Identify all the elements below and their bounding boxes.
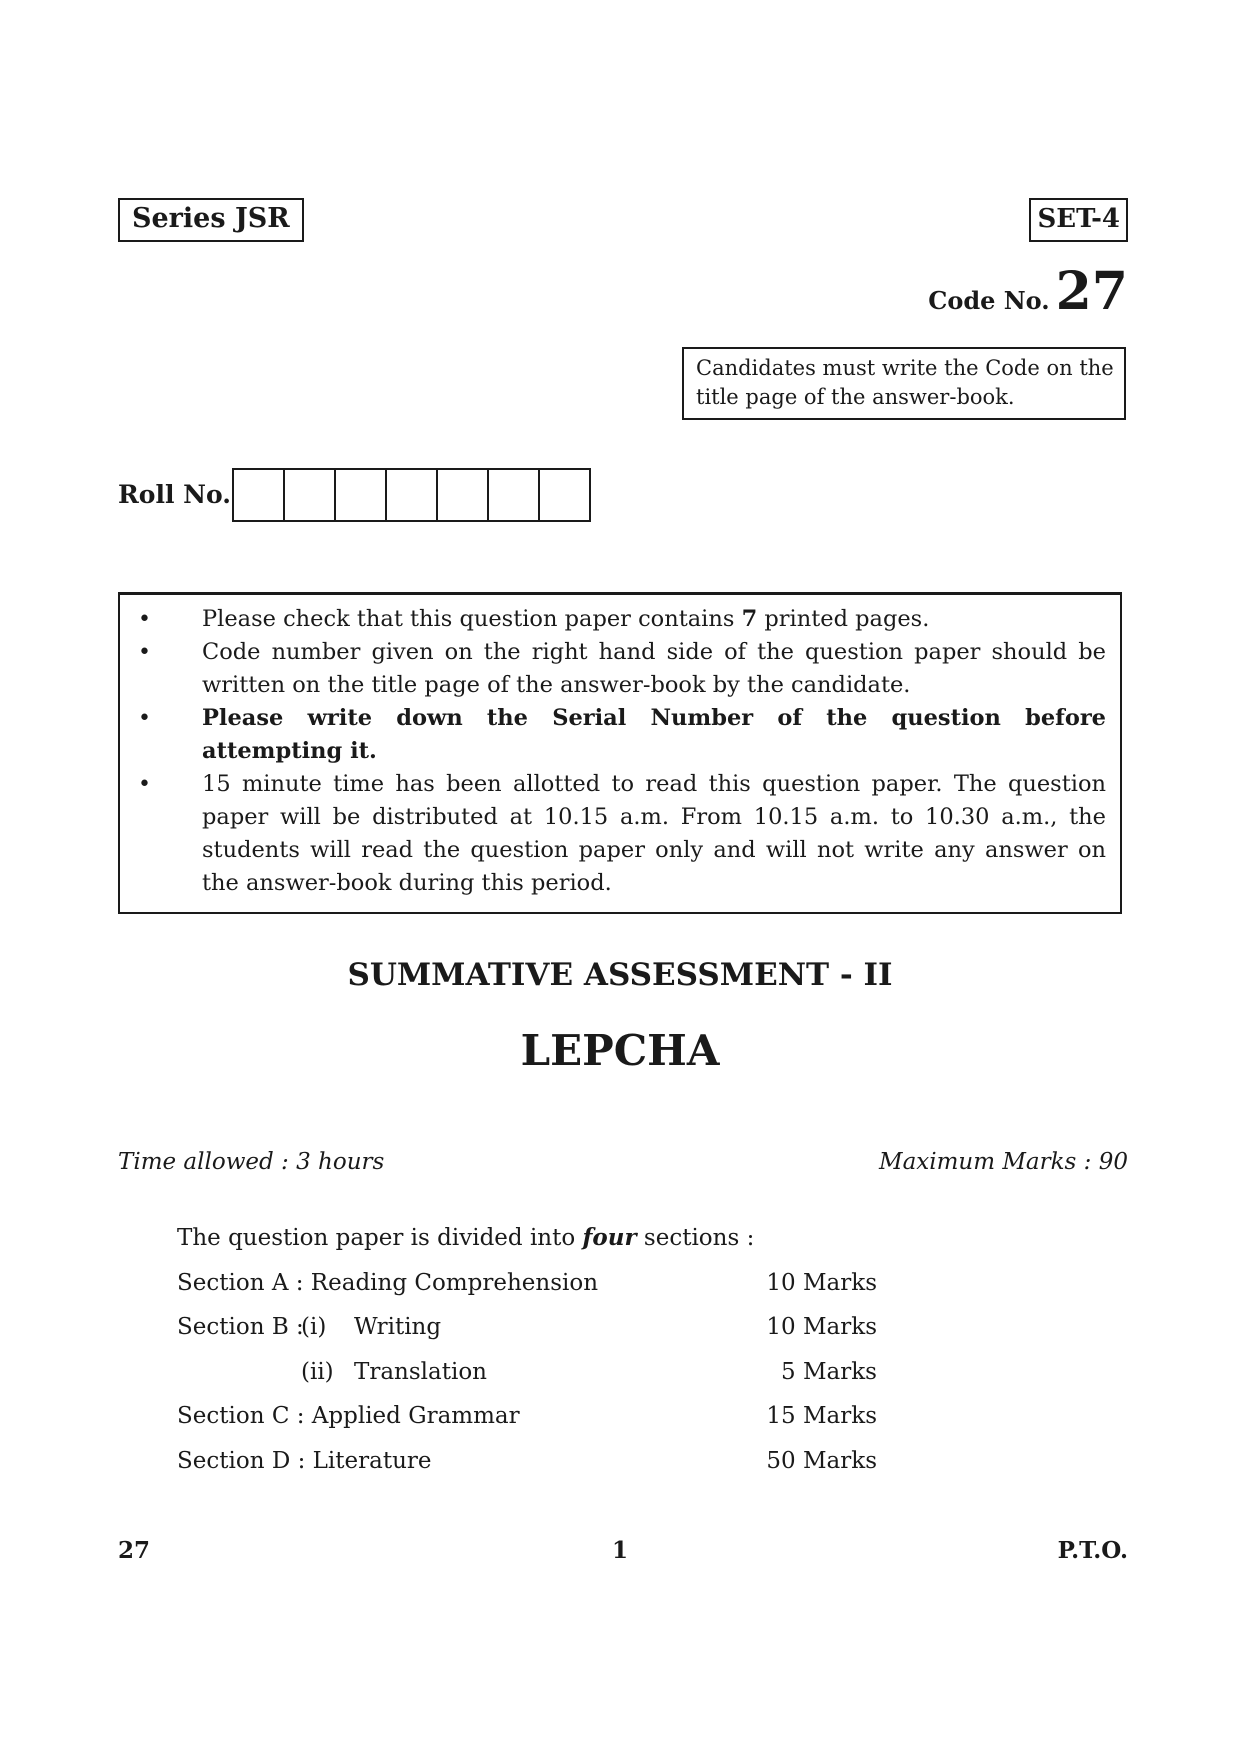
instructions-box xyxy=(118,592,1122,914)
instruction-text-part: 15 minute time has been allotted to read this question paper. The question paper will be distributed at 10.15 a.m. From 10.15 a.m. to 10.30 a.m., the students will read the question paper only and will not write any answer on the answer-book during this period. xyxy=(202,771,1106,896)
bullet-icon: • xyxy=(138,706,151,731)
please-turn-over: P.T.O. xyxy=(1057,1537,1128,1564)
instruction-text xyxy=(202,702,1106,768)
set-label: SET-4 xyxy=(1029,198,1128,242)
roll-number-cell[interactable] xyxy=(387,470,438,520)
instructions-list xyxy=(130,603,1106,900)
bullet-icon: • xyxy=(138,607,151,632)
instruction-item xyxy=(130,702,1106,768)
section-marks: 10 Marks xyxy=(766,1314,877,1340)
section-row xyxy=(177,1439,877,1484)
section-label: Section A : Reading Comprehension xyxy=(177,1269,599,1296)
section-rows xyxy=(177,1261,877,1484)
code-number-row xyxy=(928,262,1128,322)
section-row xyxy=(177,1350,877,1395)
page-number: 1 xyxy=(611,1537,628,1564)
roll-number-cell[interactable] xyxy=(285,470,336,520)
time-allowed: Time allowed : 3 hours xyxy=(118,1149,385,1175)
section-label: Section C : Applied Grammar xyxy=(177,1403,520,1429)
section-row xyxy=(177,1261,877,1306)
section-row xyxy=(177,1394,877,1439)
instruction-text-part: 7 xyxy=(741,606,758,632)
instruction-item xyxy=(130,603,1106,636)
instruction-text-part: Code number given on the right hand side of the question paper should be written on the title page of the answer-book by the candidate. xyxy=(202,639,1106,698)
series-label: Series JSR xyxy=(118,198,304,242)
bullet-icon: • xyxy=(138,640,151,665)
instruction-item xyxy=(130,636,1106,702)
roll-number-cell[interactable] xyxy=(336,470,387,520)
instruction-text xyxy=(202,768,1106,900)
instruction-item xyxy=(130,768,1106,900)
section-subtitle: Writing xyxy=(354,1314,442,1340)
section-subpart: (i) xyxy=(301,1314,327,1340)
section-marks: 15 Marks xyxy=(766,1403,877,1429)
subject-title: LEPCHA xyxy=(520,1026,720,1075)
roll-number-cell[interactable] xyxy=(234,470,285,520)
section-label: Section D : Literature xyxy=(177,1447,432,1474)
instruction-text-part: printed pages. xyxy=(757,606,930,632)
sections-intro xyxy=(177,1216,754,1261)
intro-text-after: sections : xyxy=(636,1225,755,1251)
code-label: Code No. xyxy=(928,286,1050,315)
instruction-text xyxy=(202,603,1106,636)
roll-number-cell[interactable] xyxy=(489,470,540,520)
maximum-marks: Maximum Marks : 90 xyxy=(879,1149,1128,1175)
instruction-text-part: Please write down the Serial Number of the question before attempting it. xyxy=(202,705,1106,764)
instruction-text-part: Please check that this question paper contains xyxy=(202,606,742,632)
intro-emphasis: four xyxy=(582,1224,637,1251)
bullet-icon: • xyxy=(138,772,151,797)
section-marks: 5 Marks xyxy=(781,1358,877,1385)
roll-number-cell[interactable] xyxy=(540,470,591,520)
section-marks: 50 Marks xyxy=(766,1447,877,1474)
section-label: Section B : xyxy=(177,1314,304,1340)
candidates-note: Candidates must write the Code on the title page of the answer-book. xyxy=(682,347,1126,420)
roll-number-grid xyxy=(232,468,591,522)
code-number: 27 xyxy=(1055,261,1128,322)
section-subtitle: Translation xyxy=(354,1358,487,1385)
roll-number-cell[interactable] xyxy=(438,470,489,520)
intro-text-before: The question paper is divided into xyxy=(177,1225,583,1251)
sections-breakdown xyxy=(177,1216,877,1483)
section-marks: 10 Marks xyxy=(766,1269,877,1296)
section-row xyxy=(177,1305,877,1350)
footer-code: 27 xyxy=(118,1537,151,1564)
assessment-title: SUMMATIVE ASSESSMENT - II xyxy=(347,957,893,993)
instruction-text xyxy=(202,636,1106,702)
roll-number-label: Roll No. xyxy=(118,480,231,509)
section-subpart: (ii) xyxy=(301,1358,334,1385)
